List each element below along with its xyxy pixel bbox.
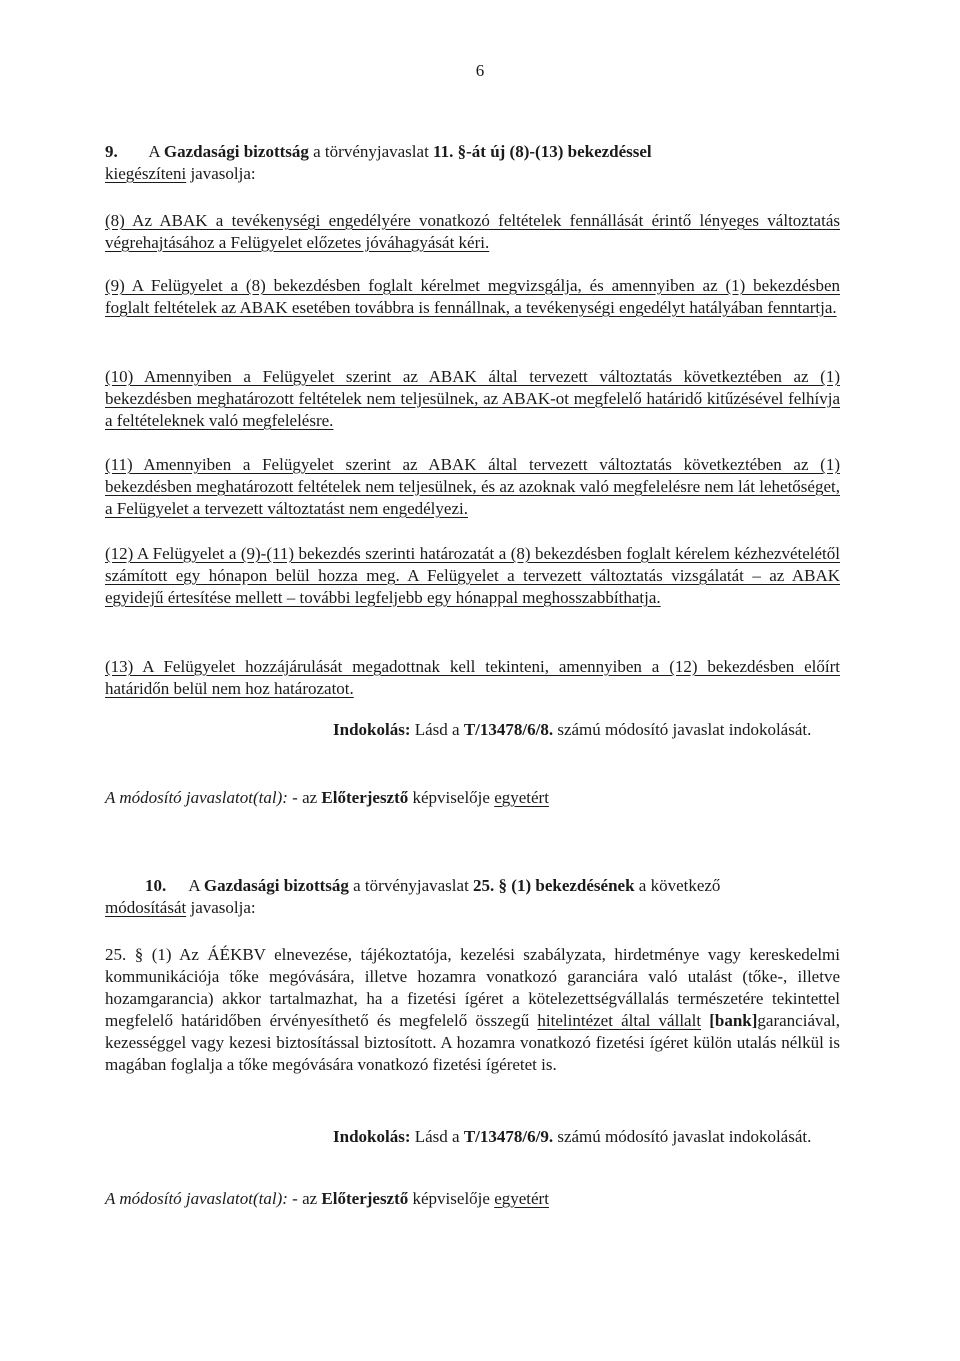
item10-heading xyxy=(105,875,840,919)
item10-t3: a következő xyxy=(638,876,721,895)
item10-reason-t2: számú módosító javaslat indokolását. xyxy=(557,1127,812,1146)
item9-section: 11. §-át xyxy=(433,142,486,161)
item9-committee: Gazdasági bizottság xyxy=(163,142,309,161)
item9-mod-label: A módosító javaslatot(tal): xyxy=(105,788,288,807)
item10-mod-t1: - az xyxy=(292,1189,318,1208)
item10-suggest-underlined: módosítását xyxy=(105,898,187,917)
item10-section: 25. § (1) bekezdésének xyxy=(473,876,635,895)
item9-heading xyxy=(105,141,840,185)
item9-paragraph-10: (10) Amennyiben a Felügyelet szerint az ABAK által tervezett változtatás következtében az (1) bekezdésben meghatározott feltételek nem teljesülnek, az ABAK-ot megfelelő határidő kitűzésével felhívja a feltételeknek való megfelelésre. xyxy=(105,367,840,430)
item10-t1: A xyxy=(188,876,200,895)
item9-mod-bold: Előterjesztő xyxy=(321,788,409,807)
item9-number: 9. xyxy=(105,142,118,161)
item9-reason-t2: számú módosító javaslat indokolását. xyxy=(557,720,812,739)
item9-suggest-underlined: kiegészíteni xyxy=(105,164,187,183)
item10-mod-t2: képviselője xyxy=(412,1189,490,1208)
item10-modification xyxy=(105,1188,840,1210)
item9-t3: új (8)-(13) bekezdéssel xyxy=(490,142,652,161)
item10-mod-label: A módosító javaslatot(tal): xyxy=(105,1189,288,1208)
item10-p1-underlined: hitelintézet által vállalt xyxy=(537,1011,702,1030)
item9-paragraph-11: (11) Amennyiben a Felügyelet szerint az ABAK által tervezett változtatás következtében az (1) bekezdésben meghatározott feltételek nem teljesülnek, és az azoknak való megfelelésre nem lát lehetőséget, a Felügyelet a tervezett változtatást nem engedélyezi. xyxy=(105,455,840,518)
item10-reason-label: Indokolás: xyxy=(333,1127,411,1146)
item9-suggest-rest: javasolja: xyxy=(186,164,256,183)
item9-modification xyxy=(105,787,840,809)
item9-paragraph-9: (9) A Felügyelet a (8) bekezdésben foglalt kérelmet megvizsgálja, és amennyiben az (1) bekezdésben foglalt feltételek az ABAK esetében továbbra is fennállnak, a tevékenységi engedélyt hatályában fenntartja. xyxy=(105,276,840,317)
item9-reason-ref: T/13478/6/8. xyxy=(463,720,554,739)
item10-p1-post: garanciával, kezességgel vagy kezesi biztosítással biztosított. A hozamra vonatkozó fizetési ígéret külön utalás nélkül is magában foglalja a tőke megóvására vonatkozó fizetési ígéretet is. xyxy=(105,1011,841,1074)
item9-mod-t1: - az xyxy=(292,788,318,807)
item9-reasoning xyxy=(333,719,840,741)
item9-mod-t2: képviselője xyxy=(412,788,490,807)
item9-paragraph-13: (13) A Felügyelet hozzájárulását megadottnak kell tekinteni, amennyiben a (12) bekezdésben előírt határidőn belül nem hoz határozatot. xyxy=(105,657,840,698)
item9-mod-agree: egyetért xyxy=(494,788,549,807)
item10-p1-bold: [bank] xyxy=(701,1011,758,1030)
item9-reason-t1: Lásd a xyxy=(414,720,460,739)
item9-t1: A xyxy=(148,142,160,161)
item9-paragraph-12: (12) A Felügyelet a (9)-(11) bekezdés szerinti határozatát a (8) bekezdésben foglalt kérelem kézhezvételétől számított egy hónapon belül hozza meg. A Felügyelet a tervezett változtatás vizsgálatát – az ABAK egyidejű értesítése mellett – további legfeljebb egy hónappal meghosszabbíthatja. xyxy=(105,544,840,607)
item10-number: 10. xyxy=(145,876,167,895)
item10-paragraph-1 xyxy=(105,944,840,1076)
item10-mod-agree: egyetért xyxy=(494,1189,549,1208)
item10-t2: a törvényjavaslat xyxy=(353,876,469,895)
item10-suggest-rest: javasolja: xyxy=(186,898,256,917)
item9-reason-label: Indokolás: xyxy=(333,720,411,739)
item9-t2: a törvényjavaslat xyxy=(313,142,429,161)
item10-committee: Gazdasági bizottság xyxy=(203,876,349,895)
item10-reasoning xyxy=(333,1126,840,1148)
item10-reason-ref: T/13478/6/9. xyxy=(463,1127,554,1146)
item10-mod-bold: Előterjesztő xyxy=(321,1189,409,1208)
page-number: 6 xyxy=(475,61,485,80)
item10-p1-pre: 25. § (1) Az ÁÉKBV elnevezése, tájékoztatója, kezelési szabályzata, hirdetménye vagy kereskedelmi kommunikációja tőke megóvására, illetve hozamra vonatkozó garanciára való utalást (tőke-, illetve hozamgarancia) akkor tartalmazhat, ha a fizetési ígéret a kötelezettségvállalás természetére tekintettel megfelelő határidőben érvényesíthető és megfelelő összegű xyxy=(105,945,840,1030)
item10-reason-t1: Lásd a xyxy=(414,1127,460,1146)
item9-paragraph-8: (8) Az ABAK a tevékenységi engedélyére vonatkozó feltételek fennállását érintő lényeges változtatás végrehajtásához a Felügyelet előzetes jóváhagyását kéri. xyxy=(105,211,840,252)
